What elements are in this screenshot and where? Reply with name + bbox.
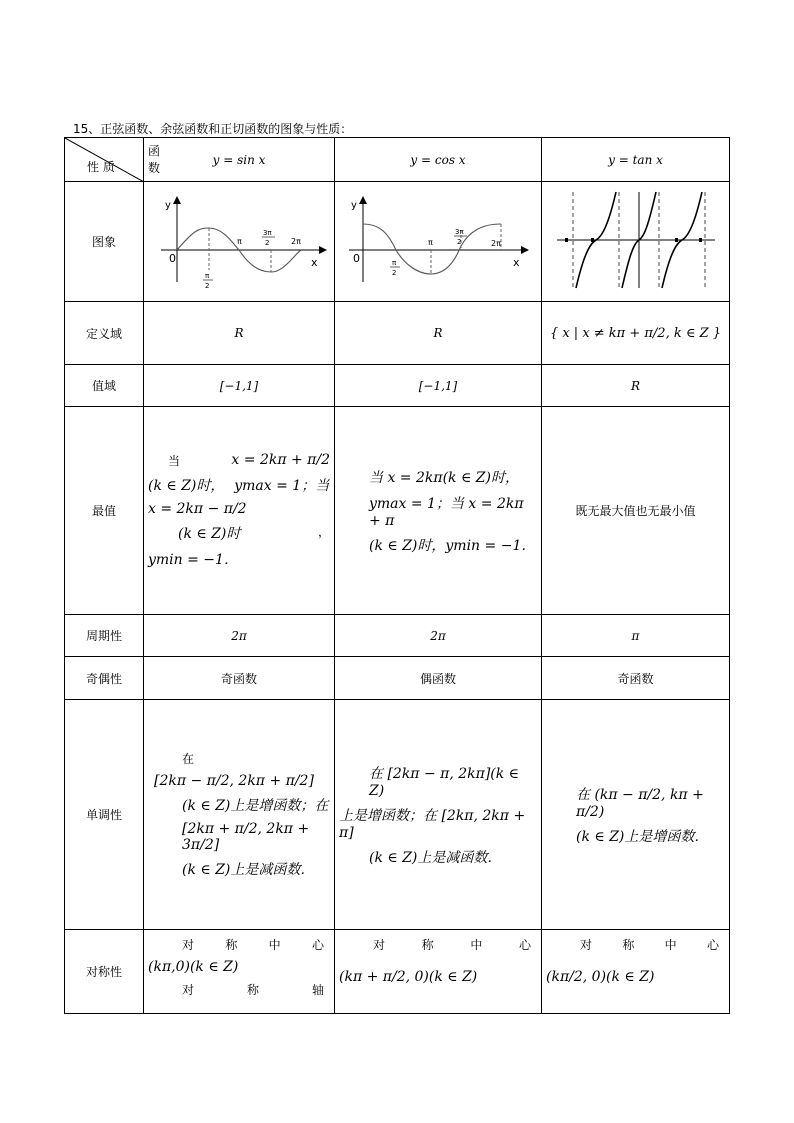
- monotonic-row: [65, 700, 730, 930]
- sin-y-label: y: [165, 200, 171, 211]
- range-tan: R: [542, 365, 730, 407]
- symmetry-sin: [144, 930, 335, 1014]
- row-label-parity: 奇偶性: [65, 657, 144, 700]
- cos-2pi-label: 2π: [490, 239, 501, 248]
- extrema-sin-line-5: (k ∈ Z)时: [178, 526, 241, 542]
- cos-x-label: x: [512, 256, 520, 269]
- symmetry-cos-center: (kπ + π/2, 0)(k ∈ Z): [339, 969, 478, 985]
- cos-graph: [341, 190, 536, 290]
- extrema-sin-line-4: x = 2kπ − π/2: [148, 501, 247, 517]
- monotonic-cos-line-2: (k ∈ Z)上是减函数．: [369, 849, 502, 866]
- monotonic-sin-line-2: (k ∈ Z)上是增函数；在: [182, 798, 329, 814]
- symmetry-sin-w6: 称: [246, 983, 259, 997]
- period-tan: π: [542, 615, 730, 657]
- monotonic-tan-line-1: (k ∈ Z)上是增函数．: [576, 828, 709, 845]
- symmetry-sin-w2: 中: [268, 938, 281, 952]
- sin-graph: [149, 190, 329, 290]
- monotonic-sin-line-0: 在: [182, 752, 195, 766]
- sin-graph-cell: [144, 182, 335, 302]
- symmetry-tan-w2: 中: [664, 938, 677, 952]
- sin-3pi2-den: 2: [265, 239, 270, 247]
- extrema-sin-line-2: (k ∈ Z)时，: [148, 478, 225, 494]
- corner-top-label: 函 数: [148, 144, 161, 175]
- function-header-tan: y = tan x: [542, 138, 730, 182]
- range-row: [65, 365, 730, 407]
- trig-properties-table: [64, 137, 730, 1014]
- period-sin: 2π: [144, 615, 335, 657]
- symmetry-sin-w7: 轴: [311, 983, 324, 997]
- symmetry-cos-w0: 对: [373, 938, 386, 952]
- extrema-cos-line-0: 当 x = 2kπ(k ∈ Z)时，: [369, 469, 519, 486]
- row-label-extrema: 最值: [65, 407, 144, 615]
- domain-tan: { x | x ≠ kπ + π/2, k ∈ Z }: [542, 302, 730, 365]
- monotonic-sin-line-3: [2kπ + π/2, 2kπ + 3π/2]: [182, 821, 310, 853]
- domain-cos: R: [335, 302, 542, 365]
- period-cos: 2π: [335, 615, 542, 657]
- monotonic-cos-line-1: 上是增函数；在 [2kπ, 2kπ + π]: [339, 807, 526, 841]
- row-label-graph: 图象: [65, 182, 144, 302]
- cos-half-pi-den: 2: [391, 269, 396, 277]
- symmetry-cos: [335, 930, 542, 1014]
- parity-cos: 偶函数: [335, 657, 542, 700]
- parity-sin: 奇函数: [144, 657, 335, 700]
- monotonic-sin-line-1: [2kπ − π/2, 2kπ + π/2]: [154, 773, 314, 789]
- row-label-monotonic: 单调性: [65, 700, 144, 930]
- sin-x-label: x: [311, 256, 318, 269]
- extrema-sin-line-1: x = 2kπ + π/2: [231, 452, 330, 468]
- monotonic-cos: [335, 700, 542, 930]
- row-label-range: 值域: [65, 365, 144, 407]
- symmetry-sin-w1: 称: [225, 938, 238, 952]
- cos-3pi2-num: 3π: [454, 228, 464, 236]
- extrema-sin: [144, 407, 335, 615]
- symmetry-sin-w3: 心: [311, 938, 324, 952]
- range-sin: [−1,1]: [144, 365, 335, 407]
- corner-cell: [65, 138, 161, 182]
- sin-origin-label: 0: [169, 252, 176, 265]
- domain-row: [65, 302, 730, 365]
- header-row: [65, 138, 730, 182]
- monotonic-sin-line-4: (k ∈ Z)上是减函数．: [182, 862, 315, 878]
- extrema-row: [65, 407, 730, 615]
- symmetry-sin-w5: 对: [182, 983, 195, 997]
- corner-bottom-label: 性 质: [87, 160, 115, 174]
- monotonic-tan-line-0: 在 (kπ − π/2, kπ + π/2): [576, 786, 704, 820]
- cos-3pi2-den: 2: [456, 238, 461, 246]
- sin-2pi-label: 2π: [291, 237, 301, 246]
- extrema-sin-line-3: ymax = 1；当: [234, 478, 330, 494]
- extrema-sin-line-7: ymin = −1．: [148, 552, 238, 568]
- extrema-cos-line-1: ymax = 1；当 x = 2kπ + π: [369, 495, 524, 529]
- cos-half-pi-num: π: [391, 259, 396, 267]
- graph-row: [65, 182, 730, 302]
- tan-graph-cell: [542, 182, 730, 302]
- symmetry-cos-w3: 心: [518, 938, 531, 952]
- sin-3pi2-num: 3π: [263, 229, 272, 237]
- range-cos: [−1,1]: [335, 365, 542, 407]
- monotonic-cos-line-0: 在 [2kπ − π, 2kπ](k ∈ Z): [369, 765, 520, 799]
- cos-y-label: y: [350, 200, 357, 211]
- extrema-cos: [335, 407, 542, 615]
- extrema-tan: 既无最大值也无最小值: [542, 407, 730, 615]
- function-header-cos: y = cos x: [335, 138, 542, 182]
- symmetry-tan: [542, 930, 730, 1014]
- symmetry-sin-center: (kπ,0)(k ∈ Z): [148, 959, 239, 975]
- symmetry-sin-w0: 对: [182, 938, 195, 952]
- row-label-symmetry: 对称性: [65, 930, 144, 1014]
- symmetry-tan-w3: 心: [706, 938, 719, 952]
- sin-half-pi-den: 2: [205, 282, 210, 290]
- monotonic-tan: [542, 700, 730, 930]
- sin-half-pi-num: π: [205, 272, 210, 280]
- section-heading: 15、正弦函数、余弦函数和正切函数的图象与性质：: [73, 122, 353, 136]
- row-label-period: 周期性: [65, 615, 144, 657]
- symmetry-tan-w0: 对: [580, 938, 593, 952]
- parity-tan: 奇函数: [542, 657, 730, 700]
- symmetry-tan-w1: 称: [622, 938, 635, 952]
- domain-sin: R: [144, 302, 335, 365]
- period-row: [65, 615, 730, 657]
- symmetry-cos-w1: 称: [421, 938, 434, 952]
- symmetry-tan-center: (kπ/2, 0)(k ∈ Z): [546, 969, 655, 985]
- cos-graph-cell: [335, 182, 542, 302]
- row-label-domain: 定义域: [65, 302, 144, 365]
- function-header-sin: y = sin x: [144, 138, 335, 182]
- sin-pi-label: π: [237, 237, 242, 246]
- extrema-cos-line-2: (k ∈ Z)时，ymin = −1．: [369, 537, 536, 554]
- parity-row: [65, 657, 730, 700]
- symmetry-cos-w2: 中: [470, 938, 483, 952]
- extrema-sin-line-0: 当: [168, 454, 181, 468]
- tan-graph: [551, 188, 721, 292]
- extrema-sin-line-6: ，: [317, 525, 330, 539]
- monotonic-sin: [144, 700, 335, 930]
- cos-pi-label: π: [427, 238, 433, 247]
- symmetry-row: [65, 930, 730, 1014]
- cos-origin-label: 0: [352, 252, 360, 265]
